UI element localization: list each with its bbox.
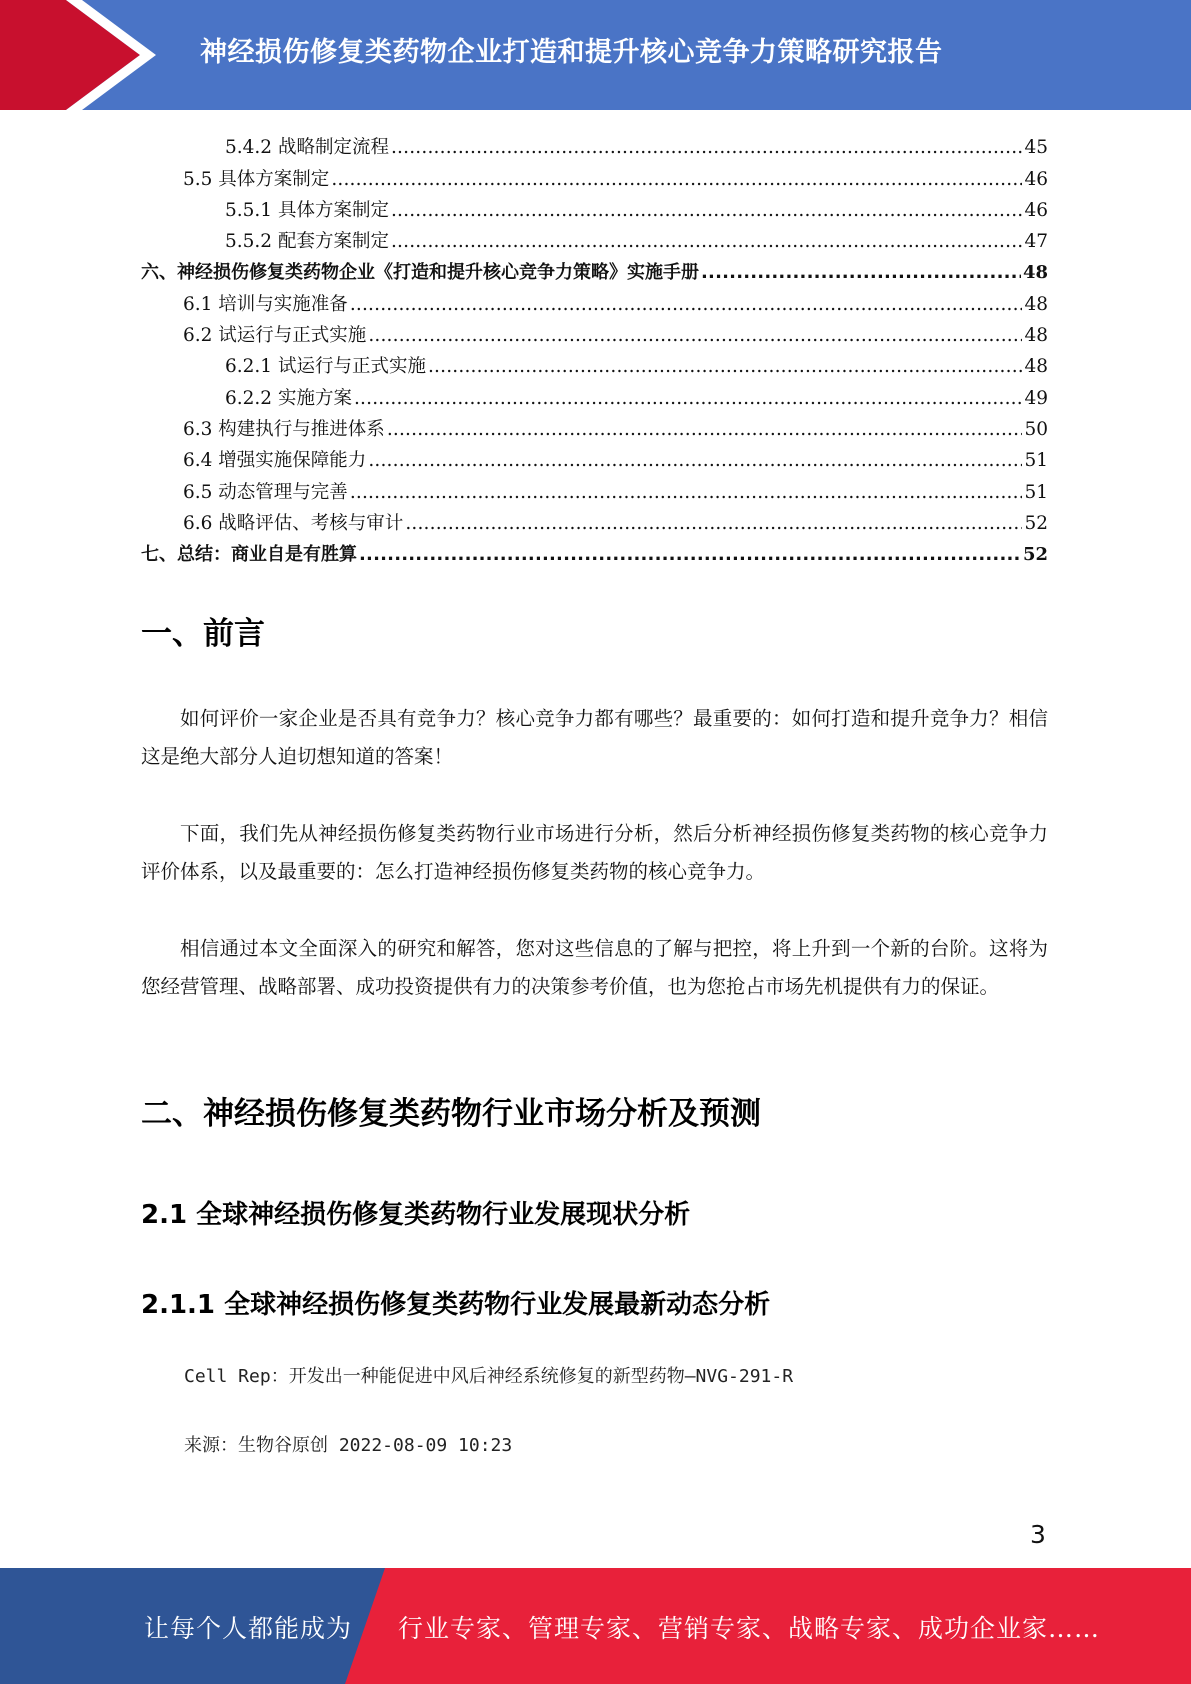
toc-entry-page: 50 (1024, 418, 1048, 440)
toc-leader-dots (387, 419, 1023, 441)
toc-leader-dots (391, 200, 1022, 222)
footer-slogan-right: 行业专家、管理专家、营销专家、战略专家、成功企业家…… (398, 1614, 1101, 1643)
toc-leader-dots (350, 294, 1023, 316)
toc-entry[interactable] (141, 316, 1048, 347)
toc-entry[interactable] (141, 191, 1048, 222)
page-header (0, 0, 1191, 110)
preface-paragraph-2: 下面，我们先从神经损伤修复类药物行业市场进行分析，然后分析神经损伤修复类药物的核心竞争力评价体系，以及最重要的：怎么打造神经损伤修复类药物的核心竞争力。 (141, 822, 1048, 883)
toc-entry-label: 七、总结：商业自是有胜算 (141, 544, 357, 566)
footer-slogan-left: 让每个人都能成为 (144, 1614, 353, 1643)
toc-entry-label: 六、神经损伤修复类药物企业《打造和提升核心竞争力策略》实施手册 (141, 262, 699, 284)
toc-leader-dots (405, 513, 1022, 535)
toc-entry[interactable] (141, 253, 1048, 284)
preface-paragraph-1: 如何评价一家企业是否具有竞争力？核心竞争力都有哪些？最重要的：如何打造和提升竞争力？相信这是绝大部分人迫切想知道的答案！ (141, 707, 1048, 768)
toc-leader-dots (391, 137, 1022, 159)
toc-leader-dots (359, 544, 1021, 566)
page-footer (0, 1568, 1191, 1684)
toc-entry-label: 6.5 动态管理与完善 (183, 481, 348, 503)
toc-entry[interactable] (141, 441, 1048, 472)
toc-entry-page: 46 (1024, 168, 1048, 190)
toc-entry-page: 48 (1024, 356, 1048, 378)
toc-entry-label: 6.2.1 试运行与正式实施 (225, 356, 426, 378)
toc-entry[interactable] (141, 159, 1048, 190)
toc-entry[interactable] (141, 535, 1048, 566)
toc-entry-page: 52 (1024, 512, 1048, 534)
market-analysis-heading: 二、神经损伤修复类药物行业市场分析及预测 (141, 1096, 761, 1132)
toc-leader-dots (354, 388, 1023, 410)
toc-entry[interactable] (141, 378, 1048, 409)
toc-entry-page: 48 (1024, 293, 1048, 315)
toc-entry[interactable] (141, 128, 1048, 159)
toc-entry-page: 47 (1024, 231, 1048, 253)
header-chevron-icon (0, 0, 160, 110)
toc-leader-dots (350, 482, 1023, 504)
toc-entry[interactable] (141, 284, 1048, 315)
toc-entry-label: 6.2 试运行与正式实施 (183, 325, 367, 347)
toc-entry-label: 5.5.1 具体方案制定 (225, 199, 389, 221)
table-of-contents (141, 128, 1048, 566)
toc-entry-page: 52 (1022, 544, 1048, 566)
toc-entry-page: 46 (1024, 199, 1048, 221)
toc-entry-label: 6.1 培训与实施准备 (183, 293, 348, 315)
toc-leader-dots (428, 356, 1022, 378)
toc-entry-page: 51 (1024, 450, 1048, 472)
toc-entry[interactable] (141, 472, 1048, 503)
toc-entry-page: 45 (1024, 137, 1048, 159)
header-title: 神经损伤修复类药物企业打造和提升核心竞争力策略研究报告 (200, 37, 943, 68)
preface-heading: 一、前言 (141, 616, 265, 652)
toc-entry-label: 5.5.2 配套方案制定 (225, 231, 389, 253)
toc-entry-label: 6.4 增强实施保障能力 (183, 450, 367, 472)
toc-leader-dots (391, 231, 1022, 253)
latest-dynamics-heading: 2.1.1 全球神经损伤修复类药物行业发展最新动态分析 (141, 1290, 771, 1320)
page-number: 3 (1030, 1520, 1046, 1549)
toc-entry-label: 5.5 具体方案制定 (183, 168, 330, 190)
toc-entry[interactable] (141, 504, 1048, 535)
toc-entry-label: 5.4.2 战略制定流程 (225, 137, 389, 159)
news-title: Cell Rep：开发出一种能促进中风后神经系统修复的新型药物—NVG-291-R (184, 1366, 794, 1387)
toc-leader-dots (368, 325, 1022, 347)
news-source: 来源：生物谷原创 2022-08-09 10:23 (184, 1435, 513, 1456)
global-status-heading: 2.1 全球神经损伤修复类药物行业发展现状分析 (141, 1200, 691, 1230)
toc-entry-label: 6.2.2 实施方案 (225, 387, 352, 409)
toc-leader-dots (368, 450, 1022, 472)
toc-entry-label: 6.3 构建执行与推进体系 (183, 418, 385, 440)
toc-leader-dots (701, 262, 1021, 284)
preface-paragraph-3: 相信通过本文全面深入的研究和解答，您对这些信息的了解与把控，将上升到一个新的台阶。这将为您经营管理、战略部署、成功投资提供有力的决策参考价值，也为您抢占市场先机提供有力的保证。 (141, 937, 1048, 998)
toc-entry-page: 49 (1024, 387, 1048, 409)
toc-entry[interactable] (141, 222, 1048, 253)
toc-leader-dots (331, 169, 1022, 191)
toc-entry-page: 48 (1022, 262, 1048, 284)
toc-entry-page: 48 (1024, 325, 1048, 347)
toc-entry-page: 51 (1024, 481, 1048, 503)
toc-entry-label: 6.6 战略评估、考核与审计 (183, 512, 404, 534)
toc-entry[interactable] (141, 347, 1048, 378)
toc-entry[interactable] (141, 410, 1048, 441)
